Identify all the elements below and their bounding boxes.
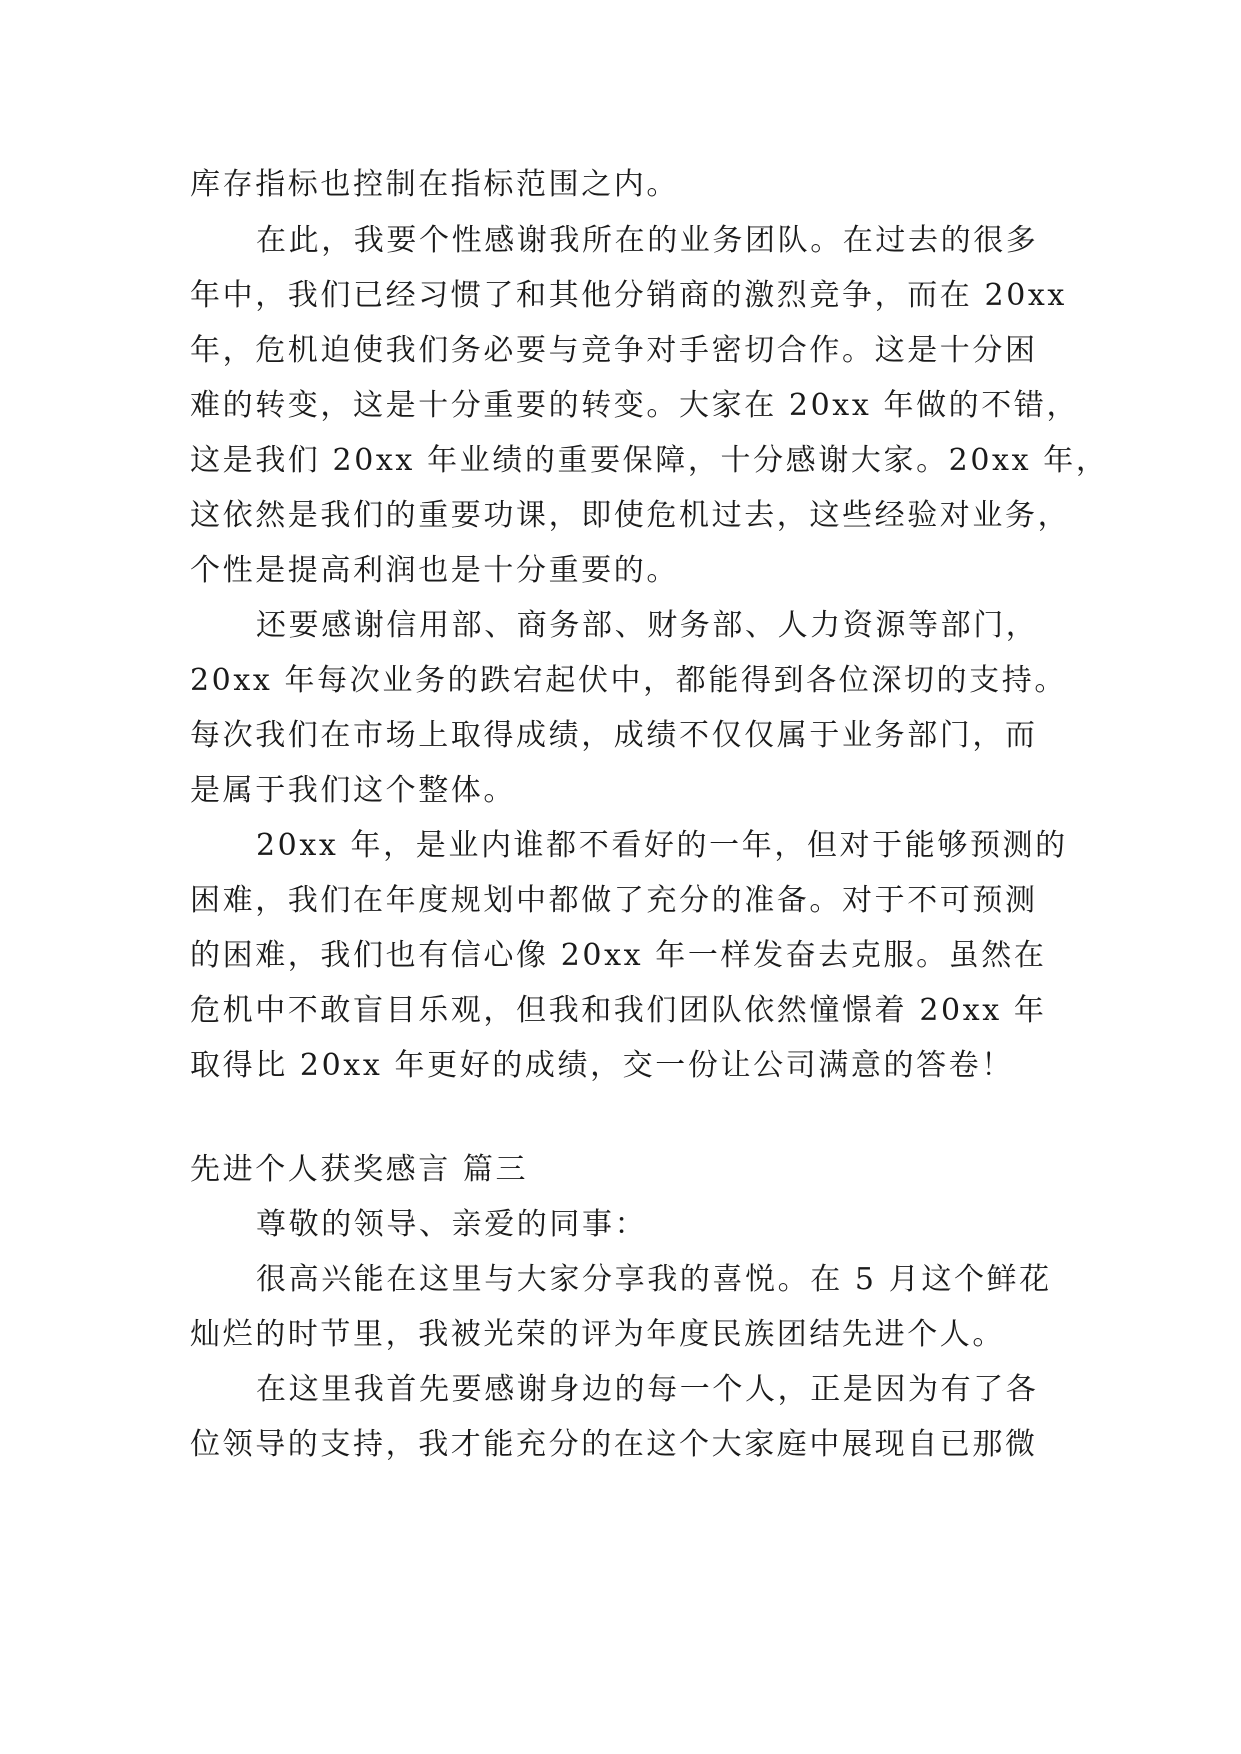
paragraph-start-line: 很高兴能在这里与大家分享我的喜悦。在 5 月这个鲜花	[256, 1262, 1052, 1297]
text-line: 灿烂的时节里，我被光荣的评为年度民族团结先进个人。	[190, 1317, 1005, 1352]
text-line: 年中，我们已经习惯了和其他分销商的激烈竞争，而在 20xx	[190, 278, 1067, 313]
text-line: 每次我们在市场上取得成绩，成绩不仅仅属于业务部门，而	[190, 718, 1038, 753]
text-line: 位领导的支持，我才能充分的在这个大家庭中展现自已那微	[190, 1427, 1038, 1462]
salutation: 尊敬的领导、亲爱的同事：	[256, 1207, 648, 1242]
section-heading: 先进个人获奖感言 篇三	[190, 1152, 529, 1187]
text-line: 危机中不敢盲目乐观，但我和我们团队依然憧憬着 20xx 年	[190, 993, 1047, 1028]
text-line: 的困难，我们也有信心像 20xx 年一样发奋去克服。虽然在	[190, 938, 1047, 973]
text-line: 这依然是我们的重要功课，即使危机过去，这些经验对业务，	[190, 498, 1071, 533]
text-line: 库存指标也控制在指标范围之内。	[190, 167, 679, 202]
text-line: 难的转变，这是十分重要的转变。大家在 20xx 年做的不错，	[190, 388, 1080, 423]
paragraph-start-line: 在这里我首先要感谢身边的每一个人，正是因为有了各	[256, 1372, 1039, 1407]
text-line: 20xx 年每次业务的跌宕起伏中，都能得到各位深切的支持。	[190, 663, 1067, 698]
paragraph-start-line: 还要感谢信用部、商务部、财务部、人力资源等部门，	[256, 608, 1039, 643]
text-line: 这是我们 20xx 年业绩的重要保障，十分感谢大家。20xx 年，	[190, 443, 1109, 478]
text-line: 年，危机迫使我们务必要与竞争对手密切合作。这是十分困	[190, 333, 1038, 368]
paragraph-start-line: 在此，我要个性感谢我所在的业务团队。在过去的很多	[256, 223, 1039, 258]
paragraph-start-line: 20xx 年，是业内谁都不看好的一年，但对于能够预测的	[256, 828, 1068, 863]
text-line: 是属于我们这个整体。	[190, 773, 516, 808]
text-line: 取得比 20xx 年更好的成绩，交一份让公司满意的答卷！	[190, 1048, 1014, 1083]
text-line: 个性是提高利润也是十分重要的。	[190, 553, 679, 588]
text-line: 困难，我们在年度规划中都做了充分的准备。对于不可预测	[190, 883, 1038, 918]
